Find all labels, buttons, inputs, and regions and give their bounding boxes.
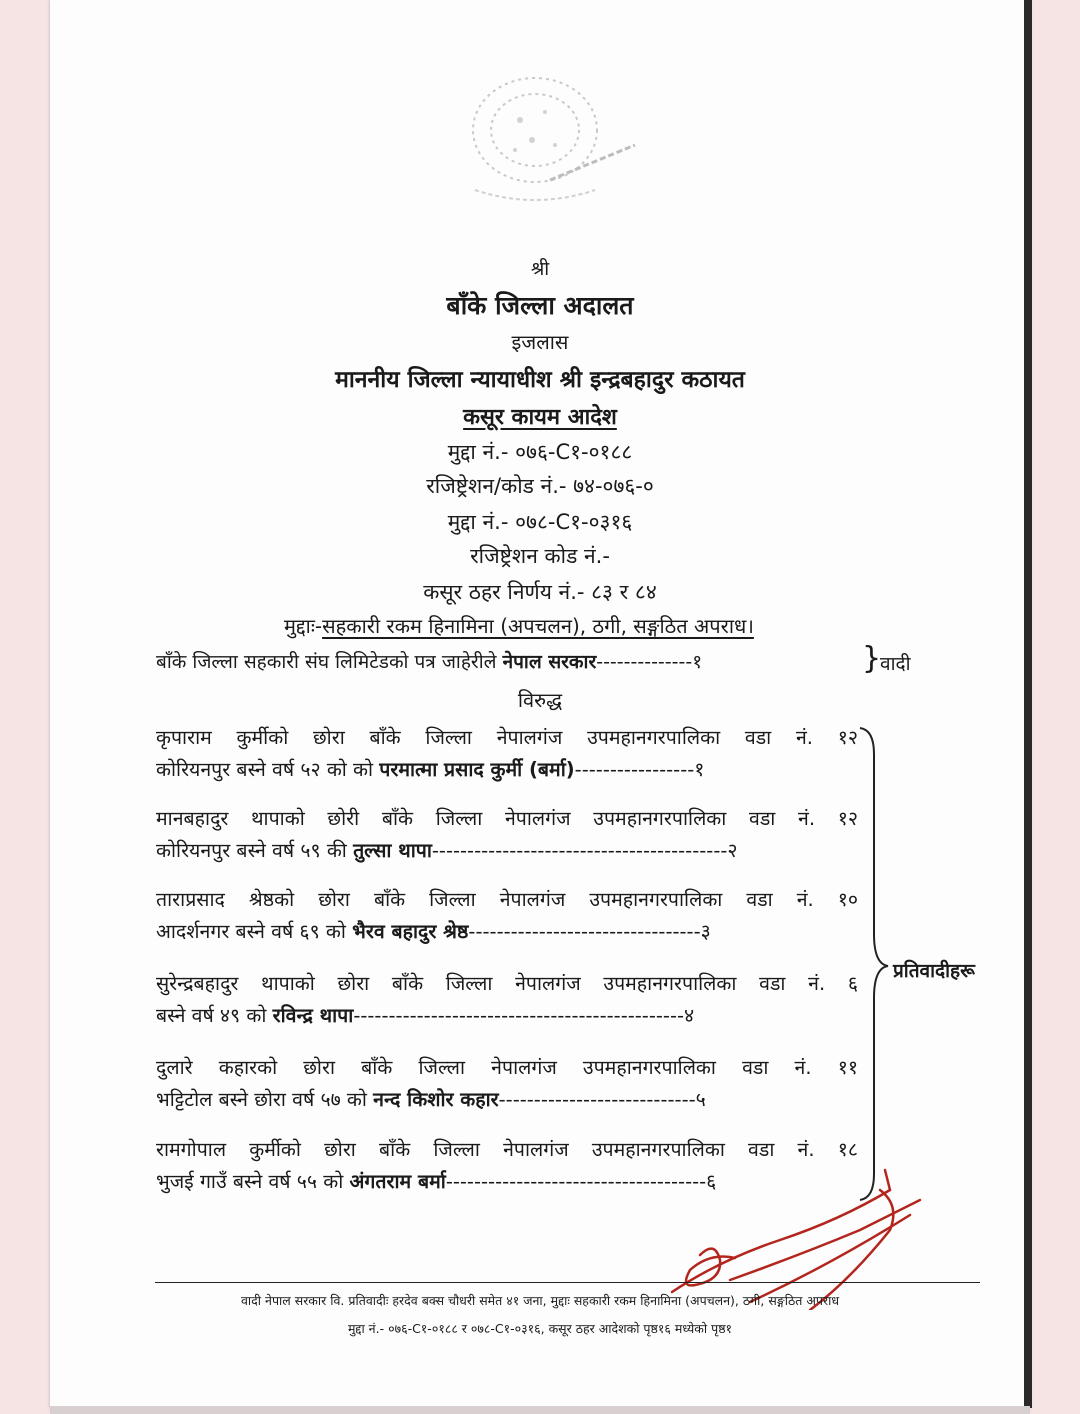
defendant-entry	[156, 884, 858, 948]
case-number-2: मुद्दा नं.- ०७८-C१-०३१६	[447, 510, 633, 534]
registration-code-1: रजिष्ट्रेशन/कोड नं.- ७४-०७६-०	[426, 474, 654, 498]
defendant-prefix: भुजई गाउँ बस्ने वर्ष ५५ को	[156, 1170, 344, 1193]
plaintiff-role: वादी	[880, 653, 911, 675]
defendant-prefix: आदर्शनगर बस्ने वर्ष ६९ को	[156, 920, 346, 943]
defendant-number: -----------------१	[574, 758, 705, 781]
footer-line-2: मुद्दा नं.- ०७६-C१-०१८८ र ०७८-C१-०३१६, कसूर ठहर आदेशको पृष्ठ१६ मध्येको पृष्ठ१	[347, 1321, 733, 1336]
defendant-line-2	[156, 916, 858, 948]
defendant-line-1: दुलारे कहारको छोरा बाँके जिल्ला नेपालगंज उपमहानगरपालिका वडा नं. ११	[156, 1056, 858, 1079]
defendant-line-1: रामगोपाल कुर्मीको छोरा बाँके जिल्ला नेपालगंज उपमहानगरपालिका वडा नं. १८	[156, 1138, 858, 1161]
order-title-wrap	[50, 401, 1030, 431]
footer-line-1: वादी नेपाल सरकार वि. प्रतिवादीः हरदेव बक्स चौधरी समेत ४१ जना, मुद्दाः सहकारी रकम हिनामिना (अपचलन), ठगी, सङ्गठित अपराध	[240, 1293, 840, 1308]
defendant-line-2	[156, 1084, 858, 1116]
defendant-name: तुल्सा थापा	[353, 839, 432, 862]
defendant-name: अंगतराम बर्मा	[349, 1170, 446, 1193]
defendant-entry	[156, 722, 858, 786]
registration-code-2: रजिष्ट्रेशन कोड नं.-	[470, 544, 610, 568]
judge-signature	[660, 1160, 960, 1310]
defendant-number: -------------------------------------६	[445, 1170, 717, 1193]
defendant-entry	[156, 1052, 858, 1116]
defendant-line-2	[156, 835, 858, 867]
defendant-line-1: सुरेन्द्रबहादुर थापाको छोरा बाँके जिल्ला नेपालगंज उपमहानगरपालिका वडा नं. ६	[156, 972, 858, 995]
plaintiff-line	[156, 648, 702, 674]
defendant-number: ---------------------------------३	[468, 920, 711, 943]
order-title: कसूर कायम आदेश	[463, 405, 617, 430]
bench-label: इजलास	[511, 330, 569, 354]
defendant-entry	[156, 968, 858, 1032]
subject-label: मुद्दाः-	[284, 614, 323, 638]
subject-text: सहकारी रकम हिनामिना (अपचलन), ठगी, सङ्गठित अपराध।	[322, 614, 754, 638]
court-name: बाँके जिल्ला अदालत	[446, 291, 634, 320]
versus-label: विरुद्ध	[517, 688, 563, 712]
defendant-prefix: भट्टिटोल बस्ने छोरा वर्ष ५७ को	[156, 1088, 367, 1111]
defendant-name: भैरव बहादुर श्रेष्ठ	[352, 920, 469, 943]
plaintiff-description: बाँके जिल्ला सहकारी संघ लिमिटेडको पत्र जाहेरीले	[156, 651, 497, 673]
defendant-name: परमात्मा प्रसाद कुर्मी (बर्मा)	[379, 758, 575, 781]
defendant-line-1: मानबहादुर थापाको छोरी बाँके जिल्ला नेपालगंज उपमहानगरपालिका वडा नं. १२	[156, 807, 858, 830]
judge-name: माननीय जिल्ला न्यायाधीश श्री इन्द्रबहादुर कठायत	[335, 367, 745, 393]
defendant-prefix: कोरियनपुर बस्ने वर्ष ५९ की	[156, 839, 347, 862]
defendant-prefix: कोरियनपुर बस्ने वर्ष ५२ को को	[156, 758, 374, 781]
salutation: श्री	[530, 258, 550, 280]
plaintiff-name: नेपाल सरकार	[502, 651, 597, 673]
defendant-line-1: कृपाराम कुर्मीको छोरा बाँके जिल्ला नेपालगंज उपमहानगरपालिका वडा नं. १२	[156, 726, 858, 749]
defendant-number: ------------------------------------------२	[431, 839, 738, 862]
verdict-number: कसूर ठहर निर्णय नं.- ८३ र ८४	[423, 580, 657, 604]
case-number-1: मुद्दा नं.- ०७६-C१-०१८८	[447, 440, 633, 464]
defendants-role: प्रतिवादीहरू	[893, 960, 975, 982]
plaintiff-brace: }	[862, 641, 882, 676]
defendant-name: रविन्द्र थापा	[272, 1004, 354, 1027]
defendant-line-2	[156, 754, 858, 786]
defendant-line-1: ताराप्रसाद श्रेष्ठको छोरा बाँके जिल्ला नेपालगंज उपमहानगरपालिका वडा नं. १०	[156, 888, 858, 911]
defendant-line-2	[156, 1000, 858, 1032]
case-subject	[284, 612, 754, 639]
defendant-entry	[156, 803, 858, 867]
defendant-number: ----------------------------५	[498, 1088, 706, 1111]
defendant-prefix: बस्ने वर्ष ४९ को	[156, 1004, 267, 1027]
scan-edge-bottom	[50, 1406, 1030, 1414]
plaintiff-number: --------------१	[596, 651, 703, 673]
defendants-brace	[856, 724, 896, 1204]
defendant-name: नन्द किशोर कहार	[373, 1088, 499, 1111]
footer-divider	[155, 1282, 980, 1283]
court-seal-stamp	[420, 50, 650, 230]
defendant-number: -----------------------------------------------४	[353, 1004, 695, 1027]
